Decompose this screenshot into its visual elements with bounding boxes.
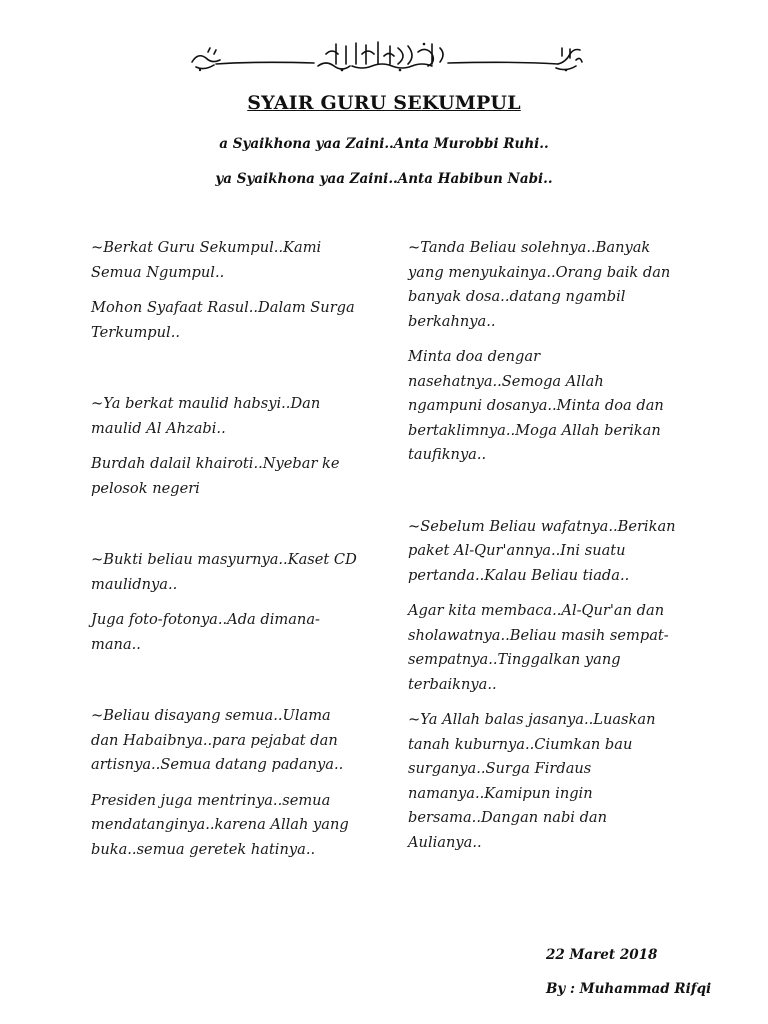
verse-line: ~Ya berkat maulid habsyi..Dan maulid Al Ahzabi..: [91, 395, 321, 437]
subtitle-line-1: a Syaikhona yaa Zaini..Anta Murobbi Ruhi..: [219, 136, 549, 152]
left-verse-column: [91, 236, 359, 862]
subtitle-line-2: ya Syaikhona yaa Zaini..Anta Habibun Nabi..: [215, 171, 553, 187]
verse-line: ~Beliau disayang semua..Ulama dan Habaibnya..para pejabat dan artisnya..Semua datang padanya..: [91, 707, 344, 773]
right-verse-column: [408, 236, 678, 855]
verse-line: ~Bukti beliau masyurnya..Kaset CD maulidnya..: [91, 551, 357, 593]
verse-line: Agar kita membaca..Al-Qur'an dan sholawatnya..Beliau masih sempat-sempatnya..Tinggalkan yang terbaiknya..: [408, 602, 669, 693]
date-line: 22 Maret 2018: [546, 947, 658, 963]
verse-line: ~Ya Allah balas jasanya..Luaskan tanah kuburnya..Ciumkan bau surganya..Surga Firdaus namanya..Kamipun ingin bersama..Dangan nabi dan Aulianya..: [408, 711, 656, 851]
verse-line: ~Sebelum Beliau wafatnya..Berikan paket Al-Qur'annya..Ini suatu pertanda..Kalau Beliau tiada..: [408, 517, 676, 584]
author-line: By : Muhammad Rifqi: [546, 981, 712, 997]
verse-line: Burdah dalail khairoti..Nyebar ke pelosok negeri: [91, 455, 340, 497]
document-title: SYAIR GURU SEKUMPUL: [247, 92, 521, 114]
verse-line: Presiden juga mentrinya..semua mendatanginya..karena Allah yang buka..semua geretek hatinya..: [91, 791, 349, 858]
verse-line: Mohon Syafaat Rasul..Dalam Surga Terkumpul..: [91, 299, 355, 341]
verse-line: Minta doa dengar nasehatnya..Semoga Allah ngampuni dosanya..Minta doa dan bertaklimnya..Moga Allah berikan taufiknya..: [408, 348, 664, 463]
verse-line: ~Berkat Guru Sekumpul..Kami Semua Ngumpul..: [91, 239, 322, 281]
signature-block: [546, 938, 711, 1006]
bismillah-calligraphy-icon: [186, 40, 584, 74]
verse-line: Juga foto-fotonya..Ada dimana-mana..: [91, 611, 320, 653]
verse-line: ~Tanda Beliau solehnya..Banyak yang menyukainya..Orang baik dan banyak dosa..datang ngambil berkahnya..: [408, 239, 671, 330]
